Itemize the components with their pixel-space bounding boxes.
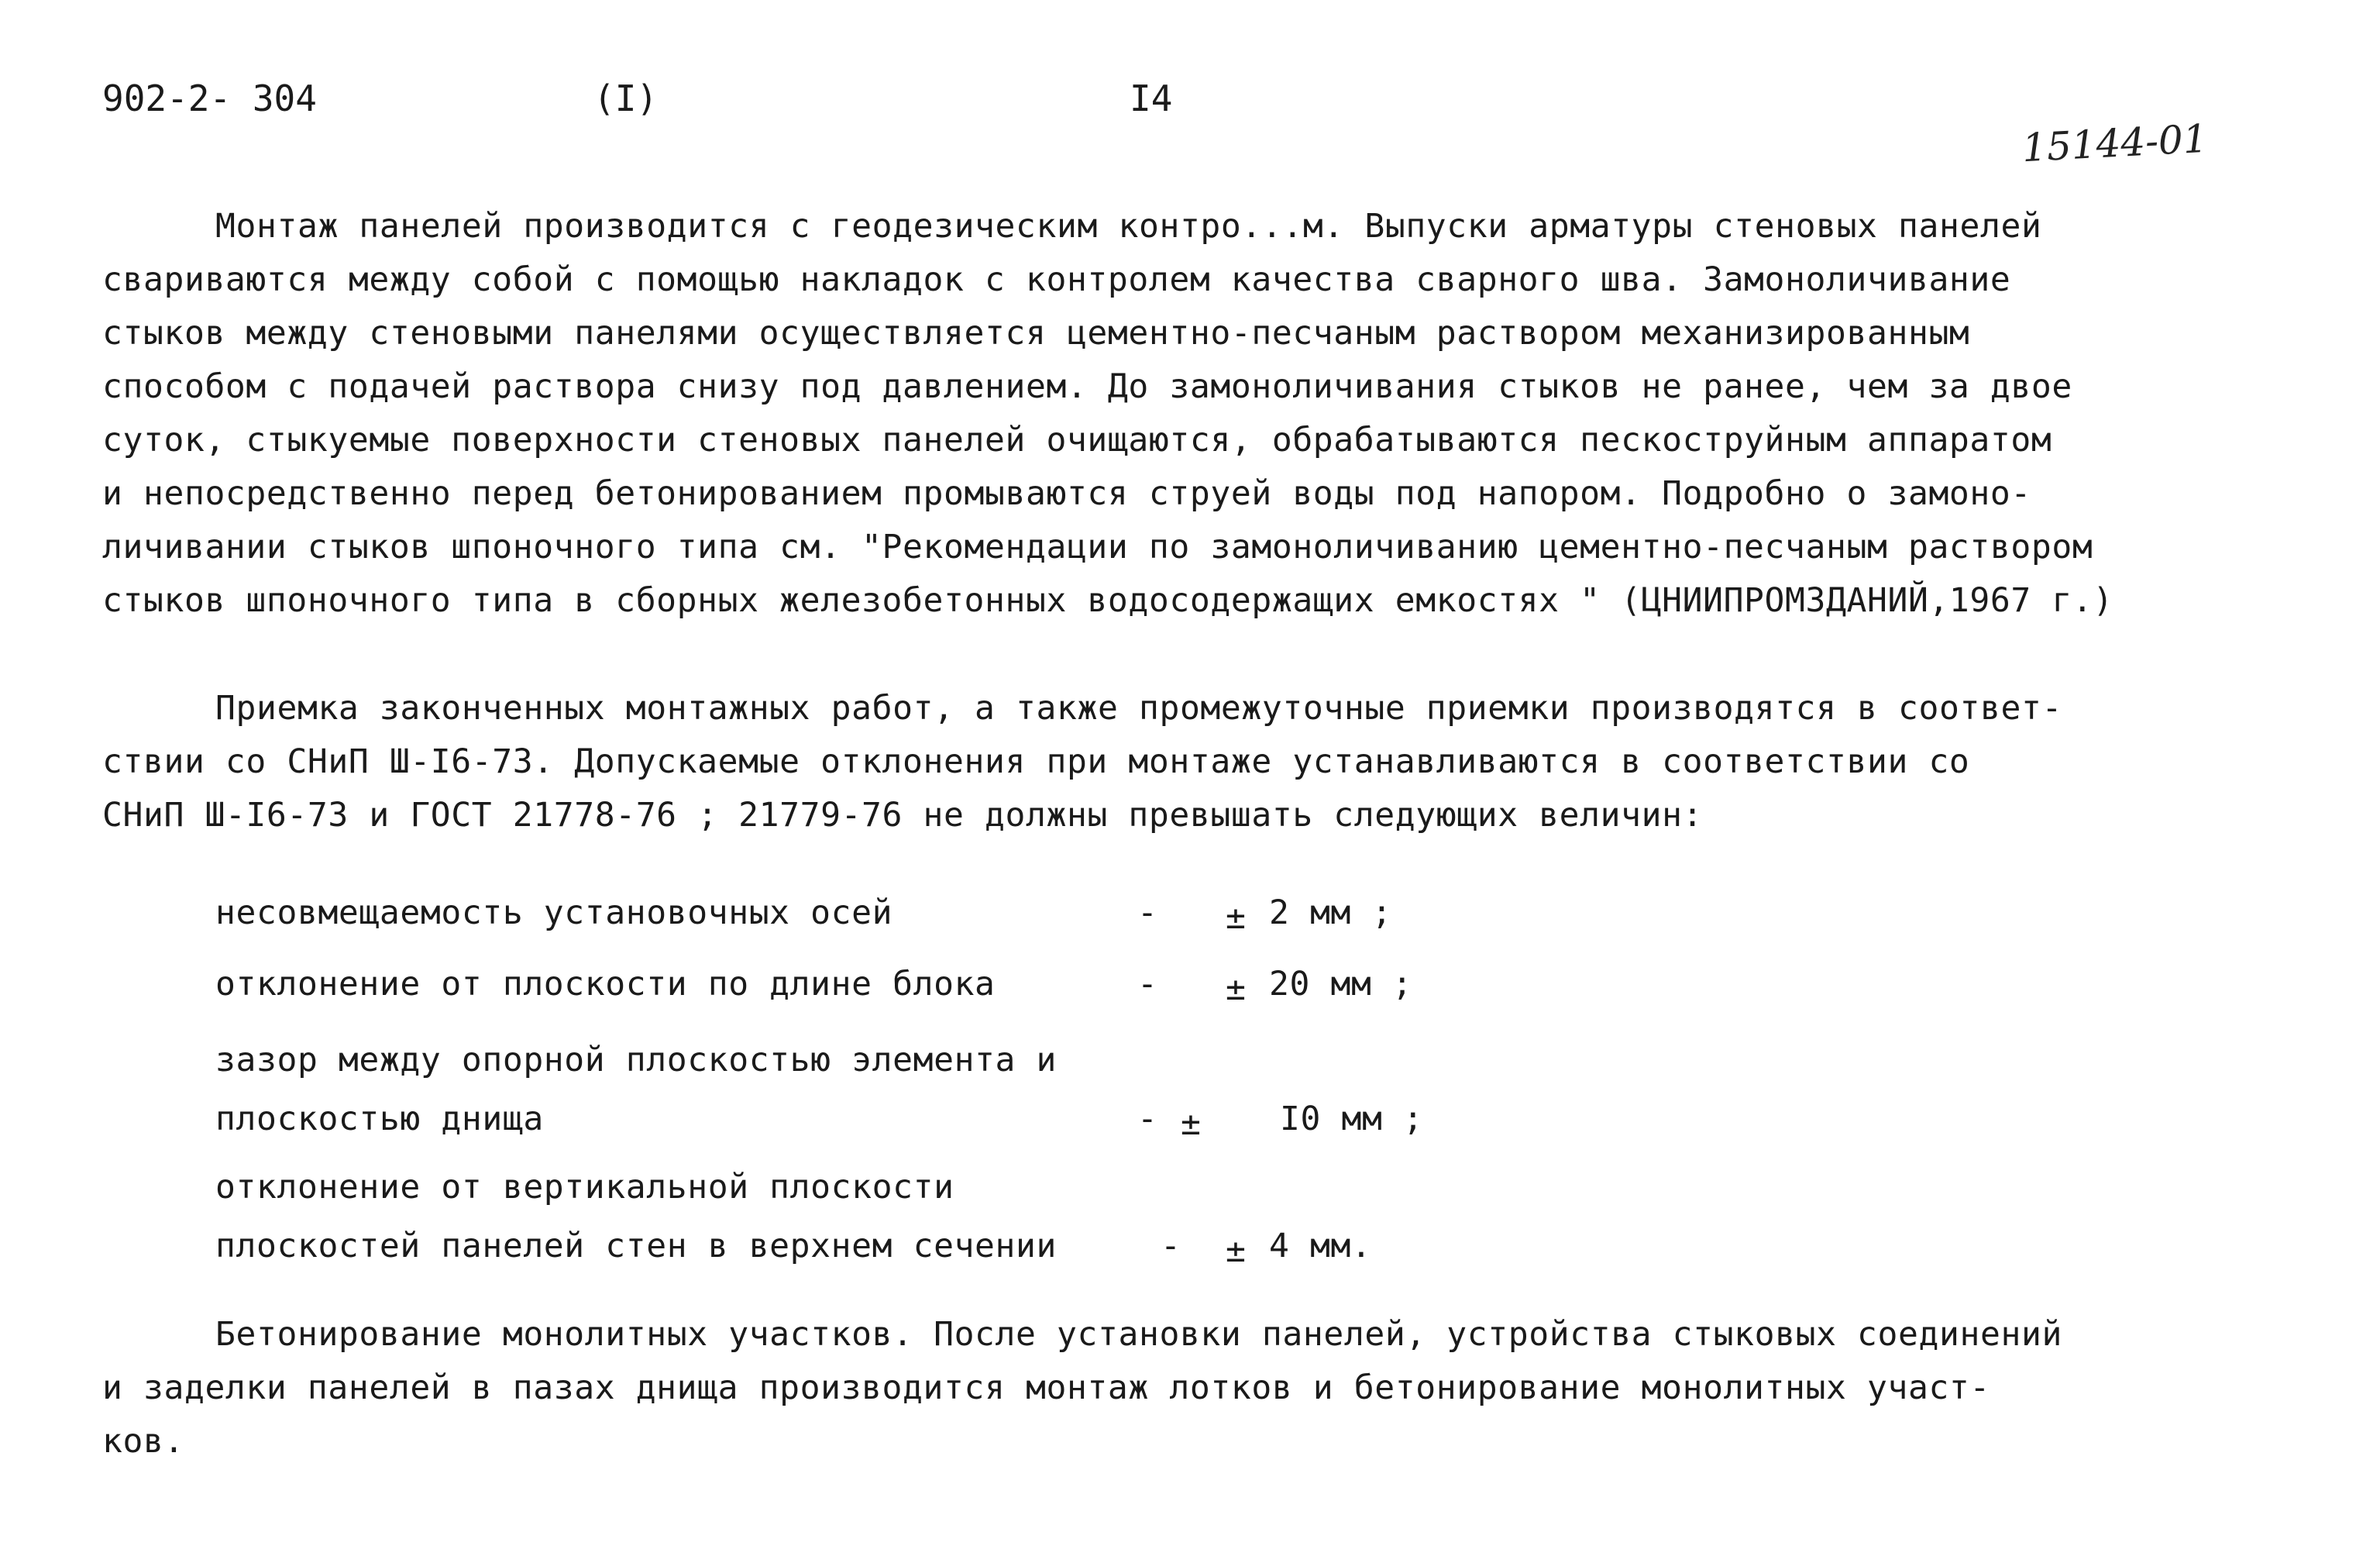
- tolerance-dash: -: [1161, 1227, 1181, 1265]
- handwritten-inventory-number: 15144-01: [2021, 115, 2209, 171]
- tolerance-label: отклонение от плоскости по длине блока: [215, 965, 996, 1003]
- paragraph-monolithic-concreting: [102, 1308, 2062, 1468]
- text-line: ков.: [102, 1422, 184, 1461]
- tolerance-item-bearing-gap: [215, 1031, 1424, 1148]
- tolerance-label: несовмещаемость установочных осей: [215, 893, 893, 932]
- tolerance-value: 2 мм ;: [1269, 893, 1392, 932]
- tolerance-label: плоскостей панелей стен в верхнем сечении: [215, 1227, 1058, 1265]
- paragraph-panel-installation: [102, 200, 2113, 628]
- tolerance-dash: -: [1137, 893, 1158, 932]
- text-line: Приемка законченных монтажных работ, а также промежуточные приемки производятся в соответ-: [215, 689, 2062, 728]
- text-line: и непосредственно перед бетонированием промываются струей воды под напором. Подробно о замоно-: [102, 474, 2031, 513]
- tolerance-item-plane-length: [215, 955, 1413, 1014]
- plus-minus-sign: ±: [1226, 1231, 1247, 1270]
- text-line: способом с подачей раствора снизу под давлением. До замоноличивания стыков не ранее, чем за двое: [102, 367, 2072, 406]
- text-line: Монтаж панелей производится с геодезическим контро...м. Выпуски арматуры стеновых панелей: [215, 207, 2042, 246]
- tolerance-item-axes: [215, 883, 1392, 942]
- text-line: суток, стыкуемые поверхности стеновых панелей очищаются, обрабатываются пескоструйным аппаратом: [102, 421, 2052, 460]
- tolerance-label: плоскостью днища: [215, 1100, 544, 1138]
- plus-minus-sign: ±: [1226, 969, 1247, 1008]
- text-line: свариваются между собой с помощью накладок с контролем качества сварного шва. Замоноличивание: [102, 260, 2011, 299]
- tolerance-item-vertical-plane: [215, 1158, 1372, 1275]
- tolerance-label: отклонение от вертикальной плоскости: [215, 1168, 954, 1207]
- text-line: СНиП Ш-I6-73 и ГОСТ 21778-76 ; 21779-76 не должны превышать следующих величин:: [102, 796, 1704, 835]
- tolerance-label: зазор между опорной плоскостью элемента и: [215, 1041, 1058, 1079]
- document-code: 902-2- 304: [102, 77, 317, 119]
- tolerance-value: 20 мм ;: [1269, 965, 1413, 1003]
- tolerance-dash: -: [1137, 965, 1158, 1003]
- volume-number: (I): [593, 77, 659, 119]
- tolerance-dash: -: [1137, 1100, 1158, 1138]
- text-line: стыков между стеновыми панелями осуществляется цементно-песчаным раствором механизированным: [102, 314, 1970, 353]
- text-line: стыков шпоночного типа в сборных железобетонных водосодержащих емкостях " (ЦНИИПРОМЗДАНИЙ,1967 г.): [102, 581, 2113, 620]
- page-number: I4: [1130, 77, 1173, 119]
- text-line: ствии со СНиП Ш-I6-73. Допускаемые отклонения при монтаже устанавливаются в соответствии со: [102, 742, 1970, 781]
- tolerance-value: I0 мм ;: [1280, 1100, 1424, 1138]
- tolerance-value: 4 мм.: [1269, 1227, 1372, 1265]
- plus-minus-sign: ±: [1226, 898, 1247, 937]
- text-line: и заделки панелей в пазах днища производится монтаж лотков и бетонирование монолитных участ-: [102, 1368, 1990, 1407]
- text-line: личивании стыков шпоночного типа см. "Рекомендации по замоноличиванию цементно-песчаным раствором: [102, 528, 2093, 566]
- plus-minus-sign: ±: [1181, 1104, 1202, 1143]
- paragraph-acceptance: [102, 682, 2062, 842]
- text-line: Бетонирование монолитных участков. После установки панелей, устройства стыковых соединений: [215, 1315, 2062, 1354]
